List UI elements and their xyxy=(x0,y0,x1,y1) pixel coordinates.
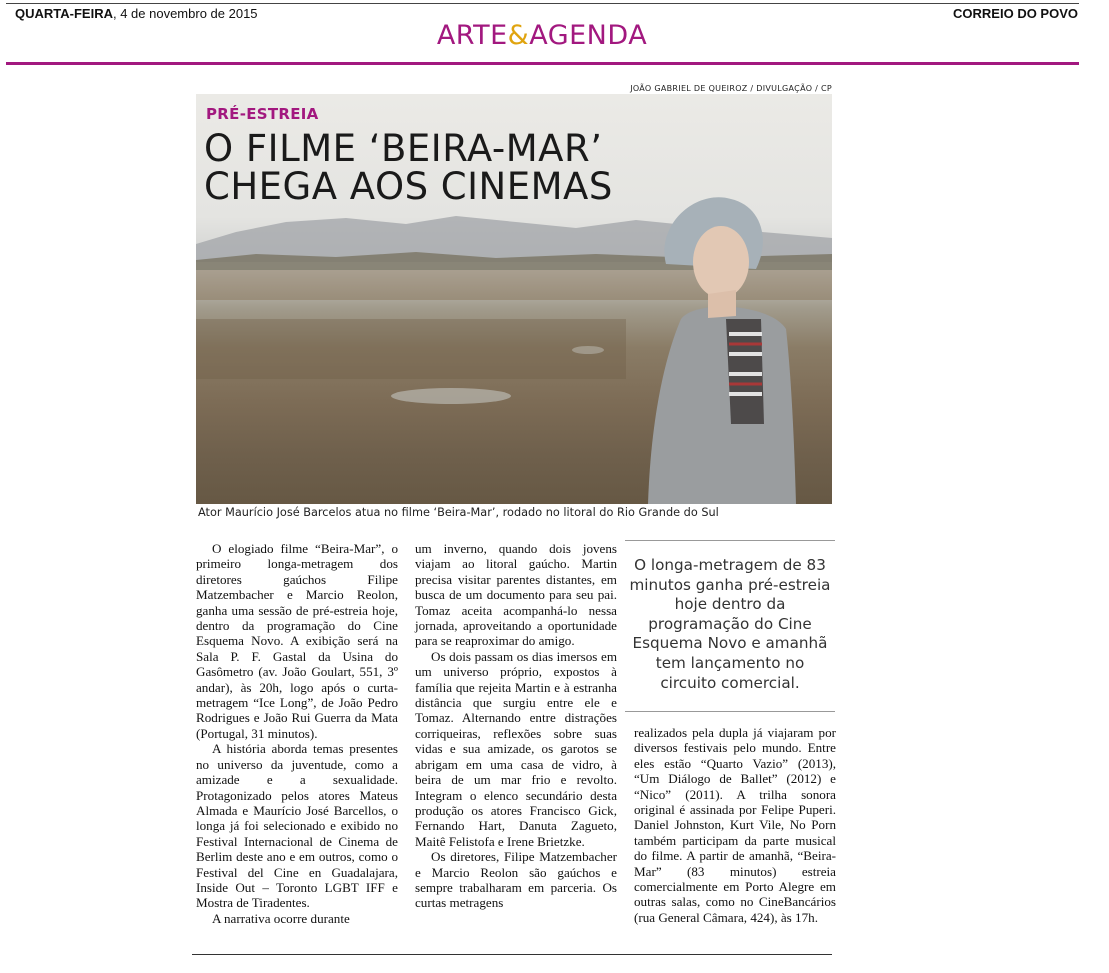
date: , 4 de novembro de 2015 xyxy=(112,6,258,21)
article-column-3 xyxy=(634,725,836,925)
article-kicker: PRÉ-ESTREIA xyxy=(206,105,319,123)
pullquote-rule-top xyxy=(625,540,835,541)
puddle xyxy=(391,388,511,404)
photo-caption: Ator Maurício José Barcelos atua no filme ‘Beira-Mar’, rodado no litoral do Rio Grande do Sul xyxy=(198,506,719,519)
paragraph: um inverno, quando dois jovens viajam ao litoral gaúcho. Martin precisa visitar parentes distantes, em busca de um documento para seu pai. Tomaz aceita acompanhá-lo nessa jornada, aproveitando a oportunidade para se reaproximar do amigo. xyxy=(415,541,617,649)
paragraph: Os diretores, Filipe Matzembacher e Marcio Reolon são gaúchos e sempre trabalharam em parceria. Os curtas metragens xyxy=(415,849,617,911)
headline-line-2: CHEGA AOS CINEMAS xyxy=(204,165,613,208)
pullquote-rule-bottom xyxy=(625,711,835,712)
bottom-rule xyxy=(192,954,832,955)
dateline xyxy=(15,6,258,21)
pullquote: O longa-metragem de 83 minutos ganha pré-estreia hoje dentro da programação do Cine Esquema Novo e amanhã tem lançamento no circuito comercial. xyxy=(629,556,831,692)
photo-credit: JOÃO GABRIEL DE QUEIROZ / DIVULGAÇÃO / CP xyxy=(630,84,832,93)
paragraph: realizados pela dupla já viajaram por diversos festivais pelo mundo. Entre eles estão “Quarto Vazio” (2013), “Um Diálogo de Ballet” (2012) e “Nico” (2011). A trilha sonora original é assinada por Felipe Puperi. Daniel Johnston, Kurt Vile, No Porn também participam da parte musical do filme. A partir de amanhã, “Beira-Mar” (83 minutos) estreia comercialmente em Porto Alegre em outras salas, como no CineBancários (rua General Câmara, 424), às 17h. xyxy=(634,725,836,925)
article-column-2 xyxy=(415,541,617,911)
section-title-ampersand: & xyxy=(507,20,530,51)
section-title-agenda: AGENDA xyxy=(529,20,648,51)
section-title xyxy=(0,20,1084,51)
header-rule xyxy=(6,62,1079,65)
article-column-1 xyxy=(196,541,398,926)
paragraph: O elogiado filme “Beira-Mar”, o primeiro longa-metragem dos diretores gaúchos Filipe Matzembacher e Marcio Reolon, ganha uma sessão de pré-estreia hoje, dentro da programação do Cine Esquema Novo. A exibição será na Sala P. F. Gastal da Usina do Gasômetro (av. João Goulart, 551, 3º andar), às 20h, logo após o curta-metragem “Ice Long”, de João Pedro Rodrigues e João Rui Guerra da Mata (Portugal, 31 minutos). xyxy=(196,541,398,741)
section-title-arte: ARTE xyxy=(436,20,508,51)
article-headline xyxy=(204,127,613,208)
weekday: QUARTA-FEIRA xyxy=(15,6,113,21)
paragraph: A história aborda temas presentes no universo da juventude, como a amizade e a sexualidade. Protagonizado pelos atores Mateus Almada e Maurício José Barcellos, o longa já foi selecionado e exibido no Festival Internacional de Cinema de Berlim deste ano e em outros, como o Festival del Cine en Guadalajara, Inside Out – Toronto LGBT IFF e Mostra de Tiradentes. xyxy=(196,741,398,911)
paragraph: A narrativa ocorre durante xyxy=(212,910,350,926)
headline-line-1: O FILME ‘BEIRA-MAR’ xyxy=(204,127,603,170)
shrub-band xyxy=(196,319,626,379)
top-rule xyxy=(6,3,1079,4)
paragraph: Os dois passam os dias imersos em um universo próprio, expostos à família que rejeita Martin e à estranha distância que surgiu entre ele e Tomaz. Alternando entre distrações corriqueiras, reflexões sobre suas vidas e sua amizade, os garotos se abrigam em uma casa de vidro, à beira de um mar frio e revolto. Integram o elenco secundário desta produção os atores Francisco Gick, Fernando Hart, Danuta Zagueto, Maitê Felistofa e Irene Brietzke. xyxy=(415,648,617,849)
article-photo xyxy=(196,94,832,504)
newspaper-name: CORREIO DO POVO xyxy=(953,6,1078,21)
